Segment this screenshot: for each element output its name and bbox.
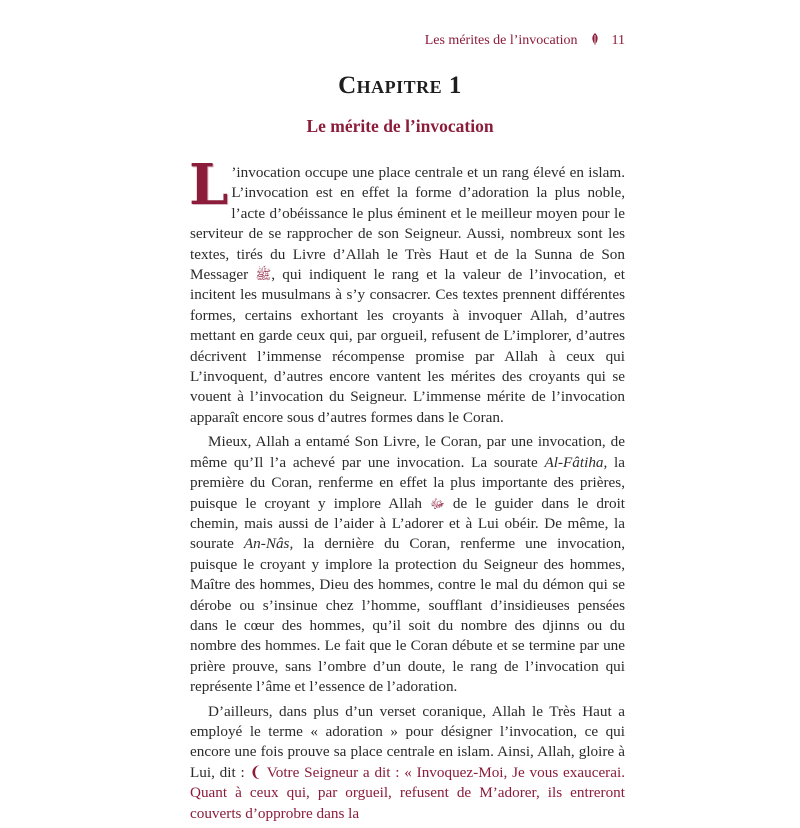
paragraph-3 <box>190 702 625 824</box>
page-number: 11 <box>611 33 625 48</box>
quran-quote: ❨ Votre Seigneur a dit : « Invoquez-Moi, Je vous exaucerai. Quant à ceux qui, par orgueil, refusent de M’adorer, ils entreront couverts d’opprobre dans la <box>190 763 625 822</box>
running-head <box>425 33 625 49</box>
paragraph-2 <box>190 432 625 697</box>
paragraph-1-text: ’invocation occupe une place centrale et un rang élevé en islam. L’invocation est en effet la forme d’adoration la plus noble, l’acte d’obéissance le plus éminent et le meilleur moyen pour le serviteur de se rapprocher de son Seigneur. Aussi, nombreux sont les textes, tirés du Livre d’Allah le Très Haut et de la Sunna de Son Messager <box>190 164 625 284</box>
leaf-ornament-icon <box>590 33 600 49</box>
chapter-title: Chapitre 1 <box>338 72 462 99</box>
honorific-prophet-icon: ﷺ <box>255 267 272 283</box>
paragraph-2-text-b: , la première du Coran, renferme en effet la plus importante des prières, puisque le croyant y implore Allah <box>190 453 625 512</box>
drop-cap: L <box>189 152 229 218</box>
paragraph-3-text: D’ailleurs, dans plus d’un verset coranique, Allah le Très Haut a employé le terme « adoration » pour désigner l’invocation, ce qui encore une fois prouve sa place centrale en islam. Ainsi, Allah, gloire à Lui, dit : <box>190 702 625 781</box>
honorific-allah-icon: ﷻ <box>430 495 445 511</box>
paragraph-2-text-d: , la dernière du Coran, renferme une invocation, puisque le croyant y implore la protection du Seigneur des hommes, Maître des hommes, Dieu des hommes, contre le mal du démon qui se dérobe ou s’insinue chez l’homme, soufflant d’insidieuses pensées dans le cœur des hommes, qu’il soit du nombre des djinns ou du nombre des hommes. Le fait que le Coran débute et se termine par une prière prouve, sans l’ombre d’un doute, le rang de l’invocation qui représente l’âme et l’essence de l’adoration. <box>190 535 625 696</box>
paragraph-2-text-c: de le guider dans le droit chemin, mais aussi de l’aider à L’adorer et à Lui obéir. De même, la sourate <box>190 494 626 553</box>
paragraph-1 <box>189 152 625 428</box>
paragraph-1-text-b: , qui indiquent le rang et la valeur de l’invocation, et incitent les musulmans à s’y consacrer. Ces textes prennent différentes formes, certains exhortant les croyants à invoquer Allah, d’autres mettant en garde ceux qui, par orgueil, refusent de L’implorer, d’autres décrivent l’immense récompense promise par Allah à ceux qui L’invoquent, d’autres encore vantent les mérites des croyants qui se vouent à l’invocation du Seigneur. L’immense mérite de l’invocation apparaît encore sous d’autres formes dans le Coran. <box>190 266 625 426</box>
body-text <box>189 152 626 828</box>
running-title: Les mérites de l’invocation <box>424 33 578 48</box>
section-title: Le mérite de l’invocation <box>306 116 494 136</box>
surah-an-nas: An-Nâs <box>243 535 290 553</box>
paragraph-2-text-a: Mieux, Allah a entamé Son Livre, le Coran, par une invocation, de même qu’Il l’a achevé par une invocation. La sourate <box>190 433 625 471</box>
surah-al-fatiha: Al-Fâtiha <box>544 453 604 471</box>
